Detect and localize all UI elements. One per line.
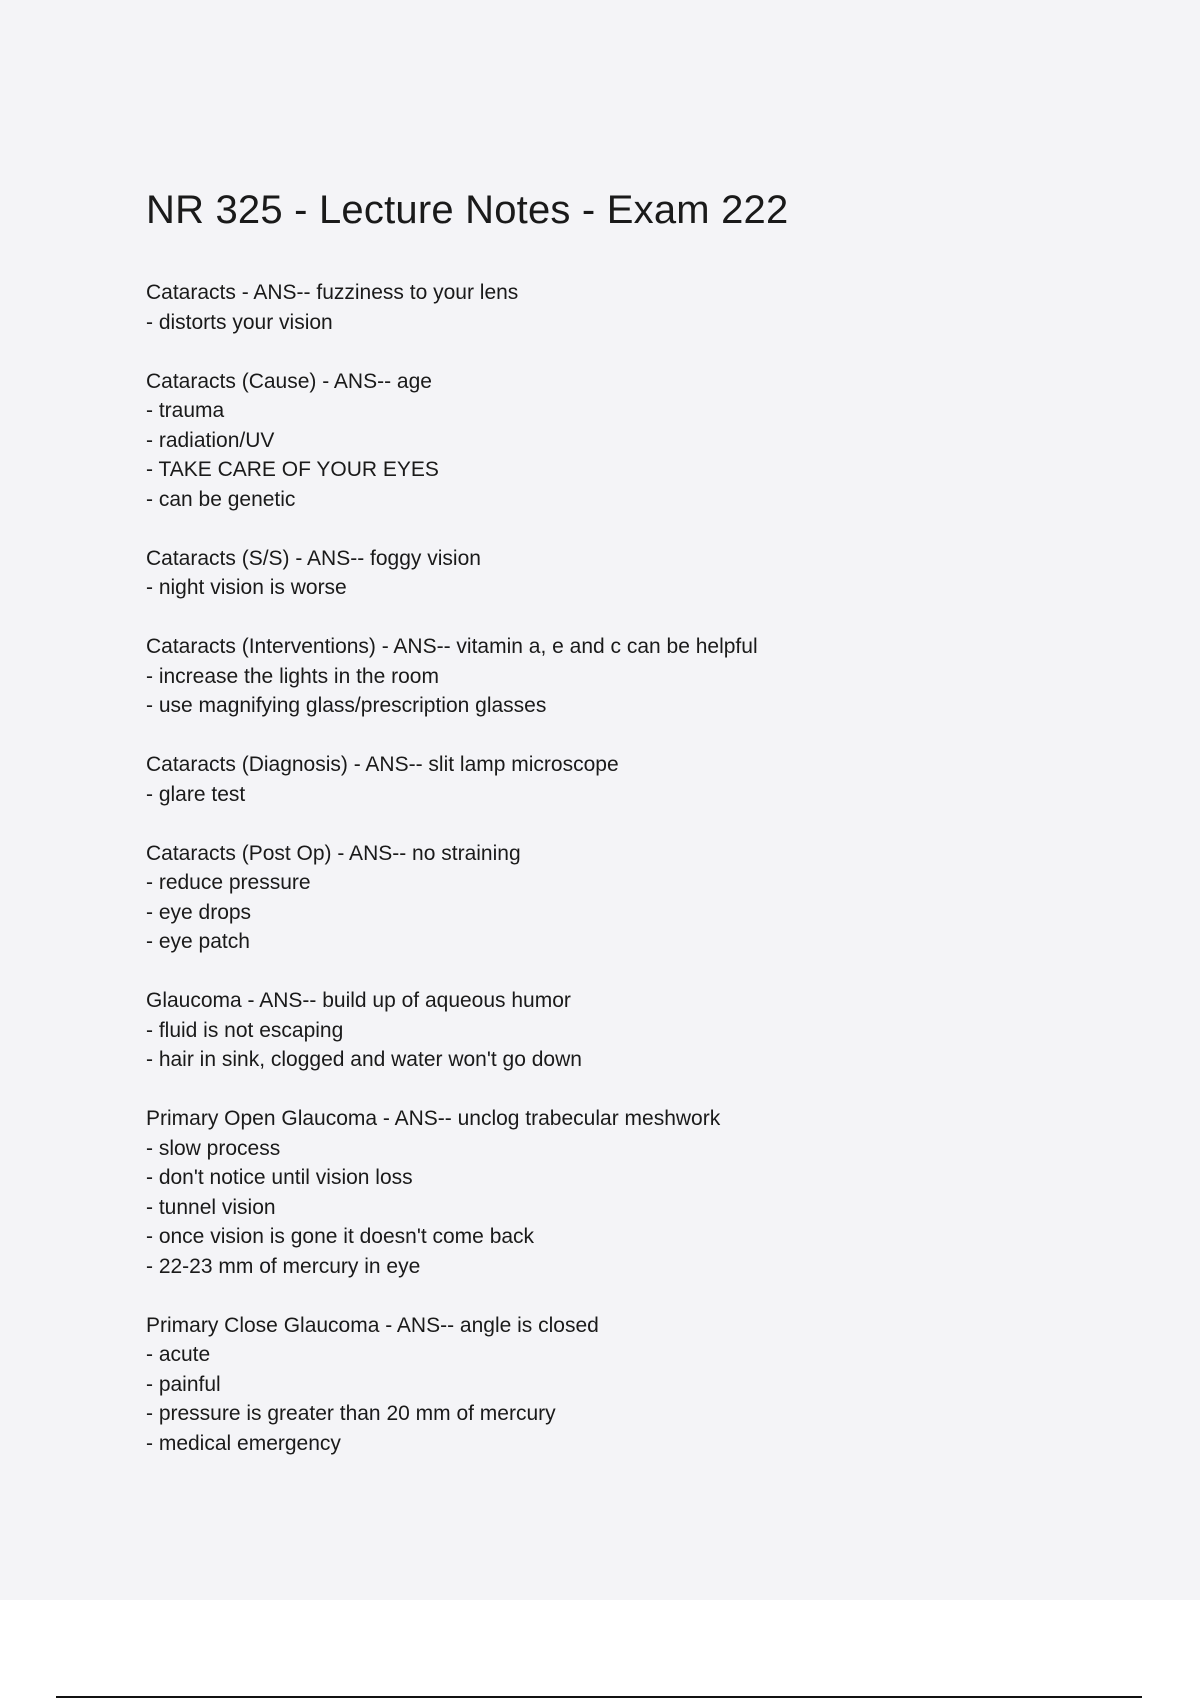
- note-bullet: - use magnifying glass/prescription glasses: [146, 694, 547, 717]
- note-entry: [146, 750, 1126, 809]
- note-entry: [146, 367, 1126, 515]
- document-title: NR 325 - Lecture Notes - Exam 222: [146, 188, 789, 232]
- footer-divider: [56, 1696, 1142, 1698]
- note-heading: Cataracts (S/S) - ANS-- foggy vision: [146, 546, 481, 570]
- document-content: [146, 186, 1126, 1488]
- note-bullet: - reduce pressure: [146, 871, 311, 894]
- note-bullet: - pressure is greater than 20 mm of mercury: [146, 1402, 556, 1425]
- note-entry: [146, 1104, 1126, 1281]
- note-heading: Cataracts (Cause) - ANS-- age: [146, 369, 432, 393]
- note-bullet: - distorts your vision: [146, 310, 333, 334]
- note-heading: Cataracts (Diagnosis) - ANS-- slit lamp microscope: [146, 753, 619, 776]
- note-entry: [146, 632, 1126, 721]
- note-heading: Primary Open Glaucoma - ANS-- unclog trabecular meshwork: [146, 1107, 721, 1130]
- note-bullet: - eye patch: [146, 930, 250, 953]
- note-entry: [146, 278, 1126, 337]
- note-bullet: - don't notice until vision loss: [146, 1166, 413, 1189]
- note-bullet: - TAKE CARE OF YOUR EYES: [146, 458, 439, 481]
- note-bullet: - once vision is gone it doesn't come back: [146, 1225, 535, 1248]
- note-bullet: - hair in sink, clogged and water won't go down: [146, 1048, 582, 1071]
- note-entry: [146, 839, 1126, 957]
- note-bullet: - eye drops: [146, 900, 252, 924]
- note-bullet: - 22-23 mm of mercury in eye: [146, 1254, 421, 1278]
- note-bullet: - night vision is worse: [146, 576, 347, 599]
- notes-list: [146, 278, 1126, 1458]
- note-bullet: - glare test: [146, 782, 246, 806]
- note-heading: Glaucoma - ANS-- build up of aqueous humor: [146, 989, 571, 1012]
- note-heading: Cataracts - ANS-- fuzziness to your lens: [146, 281, 519, 304]
- note-bullet: - radiation/UV: [146, 428, 275, 452]
- note-bullet: - fluid is not escaping: [146, 1018, 344, 1042]
- note-entry: [146, 544, 1126, 603]
- note-heading: Cataracts (Post Op) - ANS-- no straining: [146, 841, 521, 865]
- note-bullet: - medical emergency: [146, 1431, 341, 1455]
- note-heading: Cataracts (Interventions) - ANS-- vitamin a, e and c can be helpful: [146, 635, 758, 658]
- note-entry: [146, 986, 1126, 1075]
- note-bullet: - acute: [146, 1343, 211, 1366]
- note-bullet: - painful: [146, 1372, 221, 1396]
- note-bullet: - increase the lights in the room: [146, 664, 439, 688]
- note-bullet: - trauma: [146, 399, 225, 422]
- note-bullet: - slow process: [146, 1136, 281, 1160]
- note-bullet: - tunnel vision: [146, 1195, 276, 1219]
- note-bullet: - can be genetic: [146, 487, 296, 511]
- note-entry: [146, 1311, 1126, 1459]
- note-heading: Primary Close Glaucoma - ANS-- angle is closed: [146, 1313, 599, 1337]
